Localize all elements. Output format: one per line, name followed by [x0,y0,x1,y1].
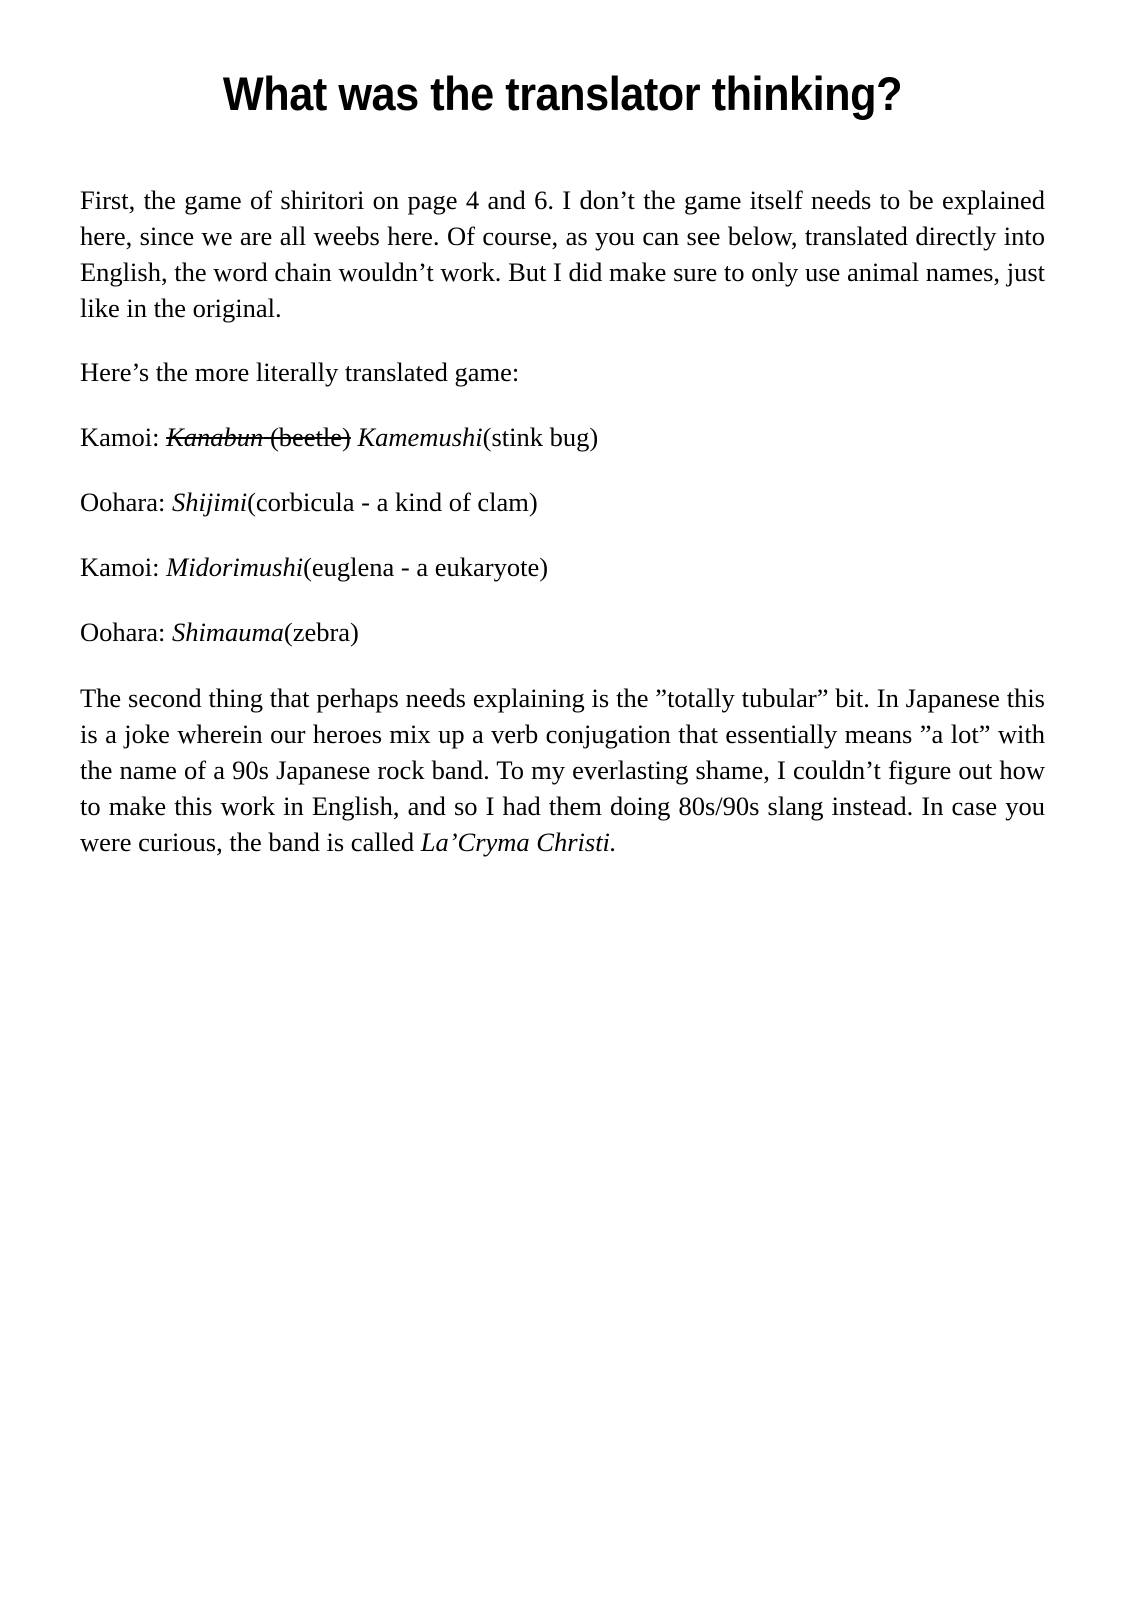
dialogue-speaker: Oohara: [80,616,166,647]
dialogue-italic-term: Midorimushi [166,551,304,582]
dialogue-italic-term: Shimauma [171,616,284,647]
dialogue-struck-italic: Kanabun [166,421,264,452]
dialogue-italic-term: Shijimi [171,486,248,517]
intro-paragraph: First, the game of shiritori on page 4 and 6. I don’t the game itself needs to be explained here, since we are all weebs here. Of course, as you can see below, translated directly into English, the word chain wouldn’t work. But I did make sure to only use animal names, just like in the original. [80,184,1045,323]
dialogue-struck-term [166,422,351,452]
dialogue-struck-gloss: (beetle) [269,421,351,452]
dialogue-gloss: (zebra) [283,616,359,647]
dialogue-line [80,419,1045,455]
page-title: What was the translator thinking? [222,67,903,120]
dialogue-speaker: Kamoi: [80,551,160,582]
dialogue-line [80,549,1045,585]
dialogue-speaker: Kamoi: [80,421,160,452]
dialogue-italic-term: Kamemushi [357,421,483,452]
band-name: La’Cryma Christi. [420,827,617,858]
dialogue-line [80,614,1045,650]
dialogue-gloss: (stink bug) [482,421,599,452]
dialogue-gloss: (corbicula - a kind of clam) [247,486,538,517]
closing-paragraph [80,680,1045,860]
document-content [80,0,1045,860]
dialogue-gloss: (euglena - a eukaryote) [303,551,549,582]
dialogue-speaker: Oohara: [80,486,166,517]
lead-in-paragraph: Here’s the more literally translated game: [80,356,520,387]
closing-text: The second thing that perhaps needs explaining is the ”totally tubular” bit. In Japanese this is a joke wherein our heroes mix up a verb conjugation that essentially means ”a lot” with the name of a 90s Japanese rock band. To my everlasting shame, I couldn’t figure out how to make this work in English, and so I had them doing 80s/90s slang instead. In case you were curious, the band is called [80,682,1045,858]
dialogue-line [80,484,1045,520]
